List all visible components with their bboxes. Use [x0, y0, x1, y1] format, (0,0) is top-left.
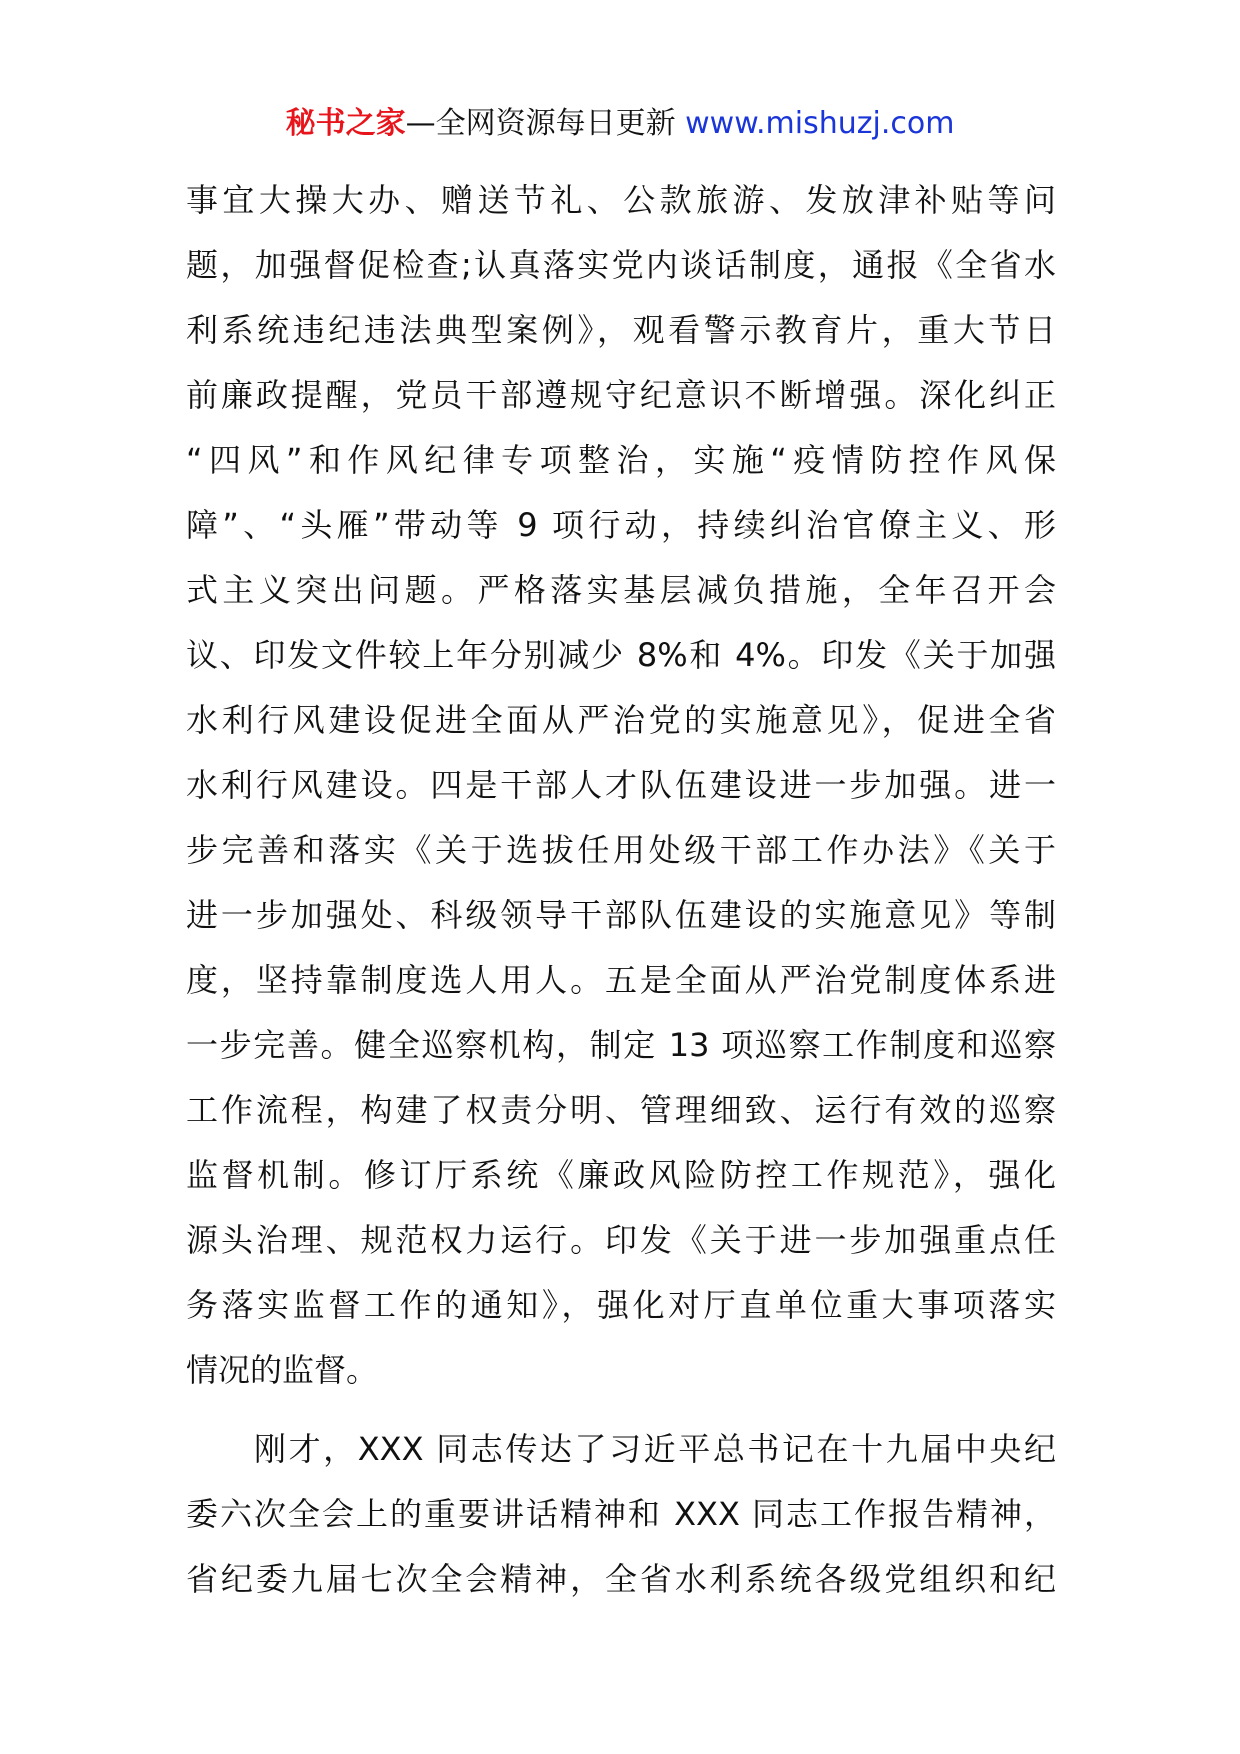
text-line: 一步完善。健全巡察机构，制定 13 项巡察工作制度和巡察 — [186, 1026, 1056, 1064]
text-line: 源头治理、规范权力运行。印发《关于进一步加强重点任 — [186, 1221, 1056, 1259]
text-line: 事宜大操大办、赠送节礼、公款旅游、发放津补贴等问 — [186, 181, 1056, 219]
text-line: 度，坚持靠制度选人用人。五是全面从严治党制度体系进 — [186, 961, 1056, 999]
paragraph-1 — [186, 168, 1056, 1403]
paragraph-2 — [186, 1417, 1056, 1612]
paragraph-spacer — [186, 1403, 1056, 1417]
text-line: 前廉政提醒，党员干部遵规守纪意识不断增强。深化纠正 — [186, 376, 1056, 414]
text-line: 议、印发文件较上年分别减少 8%和 4%。印发《关于加强 — [186, 636, 1056, 674]
website-link[interactable]: www.mishuzj.com — [685, 106, 955, 141]
text-line: 工作流程，构建了权责分明、管理细致、运行有效的巡察 — [186, 1091, 1056, 1129]
text-line: 监督机制。修订厅系统《廉政风险防控工作规范》，强化 — [186, 1156, 1056, 1194]
text-line: 题，加强督促检查;认真落实党内谈话制度，通报《全省水 — [186, 246, 1056, 284]
page-header — [0, 104, 1240, 144]
text-line: 务落实监督工作的通知》，强化对厅直单位重大事项落实 — [186, 1286, 1056, 1324]
text-line: 利系统违纪违法典型案例》，观看警示教育片，重大节日 — [186, 311, 1056, 349]
text-line: 情况的监督。 — [186, 1351, 379, 1389]
text-line: 委六次全会上的重要讲话精神和 XXX 同志工作报告精神， — [186, 1495, 1056, 1533]
document-body — [186, 168, 1056, 1612]
header-tagline: —全网资源每日更新 — [405, 106, 686, 141]
text-line: 障”、“头雁”带动等 9 项行动，持续纠治官僚主义、形 — [186, 506, 1056, 544]
text-line: 省纪委九届七次全会精神，全省水利系统各级党组织和纪 — [186, 1560, 1056, 1598]
text-line: 步完善和落实《关于选拔任用处级干部工作办法》《关于 — [186, 831, 1056, 869]
text-line: “四风”和作风纪律专项整治，实施“疫情防控作风保 — [186, 441, 1056, 479]
brand-name: 秘书之家 — [285, 106, 406, 141]
text-line: 进一步加强处、科级领导干部队伍建设的实施意见》等制 — [186, 896, 1056, 934]
text-line: 刚才，XXX 同志传达了习近平总书记在十九届中央纪 — [254, 1430, 1056, 1468]
text-line: 式主义突出问题。严格落实基层减负措施，全年召开会 — [186, 571, 1056, 609]
text-line: 水利行风建设促进全面从严治党的实施意见》，促进全省 — [186, 701, 1056, 739]
text-line: 水利行风建设。四是干部人才队伍建设进一步加强。进一 — [186, 766, 1056, 804]
